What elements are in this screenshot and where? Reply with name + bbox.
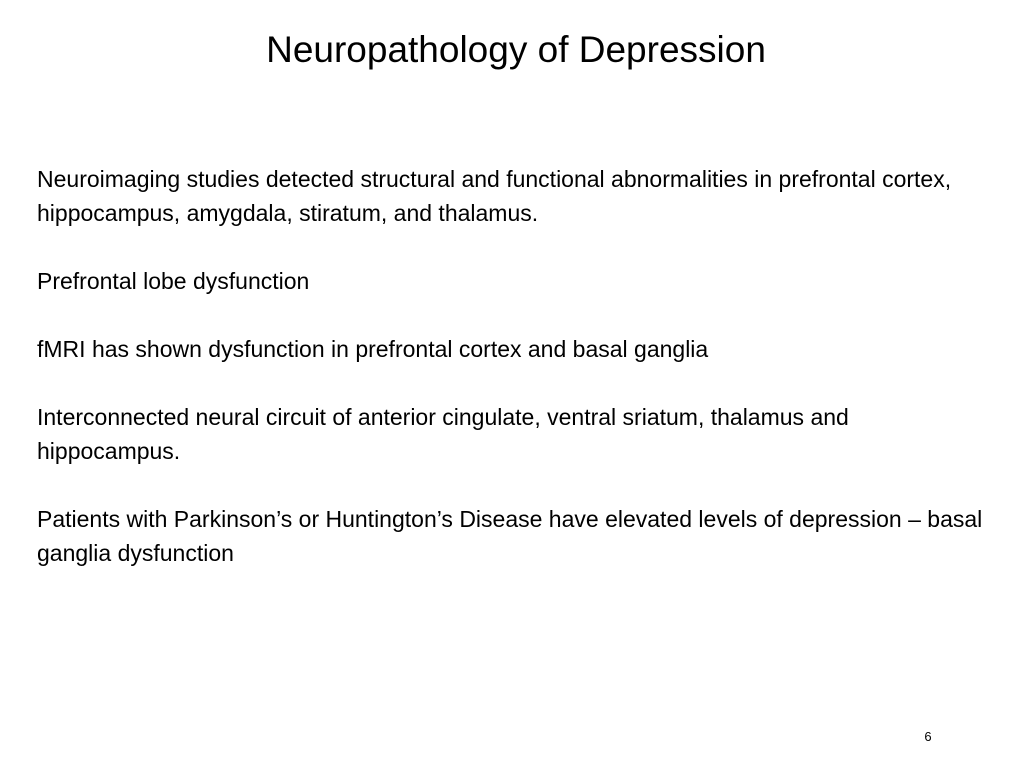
slide-title: Neuropathology of Depression [266,29,766,70]
page-number: 6 [924,729,932,744]
paragraph-fmri: fMRI has shown dysfunction in prefrontal cortex and basal ganglia [37,336,709,362]
paragraph-parkinsons: Patients with Parkinson’s or Huntington’s Disease have elevated levels of depression – basal ganglia dysfunction [37,506,983,566]
paragraph-prefrontal: Prefrontal lobe dysfunction [37,268,310,294]
paragraph-neural-circuit: Interconnected neural circuit of anterior cingulate, ventral sriatum, thalamus and hippocampus. [37,404,849,464]
slide-body [37,162,992,570]
paragraph-neuroimaging: Neuroimaging studies detected structural and functional abnormalities in prefrontal cortex, hippocampus, amygdala, stiratum, and thalamus. [37,166,952,226]
